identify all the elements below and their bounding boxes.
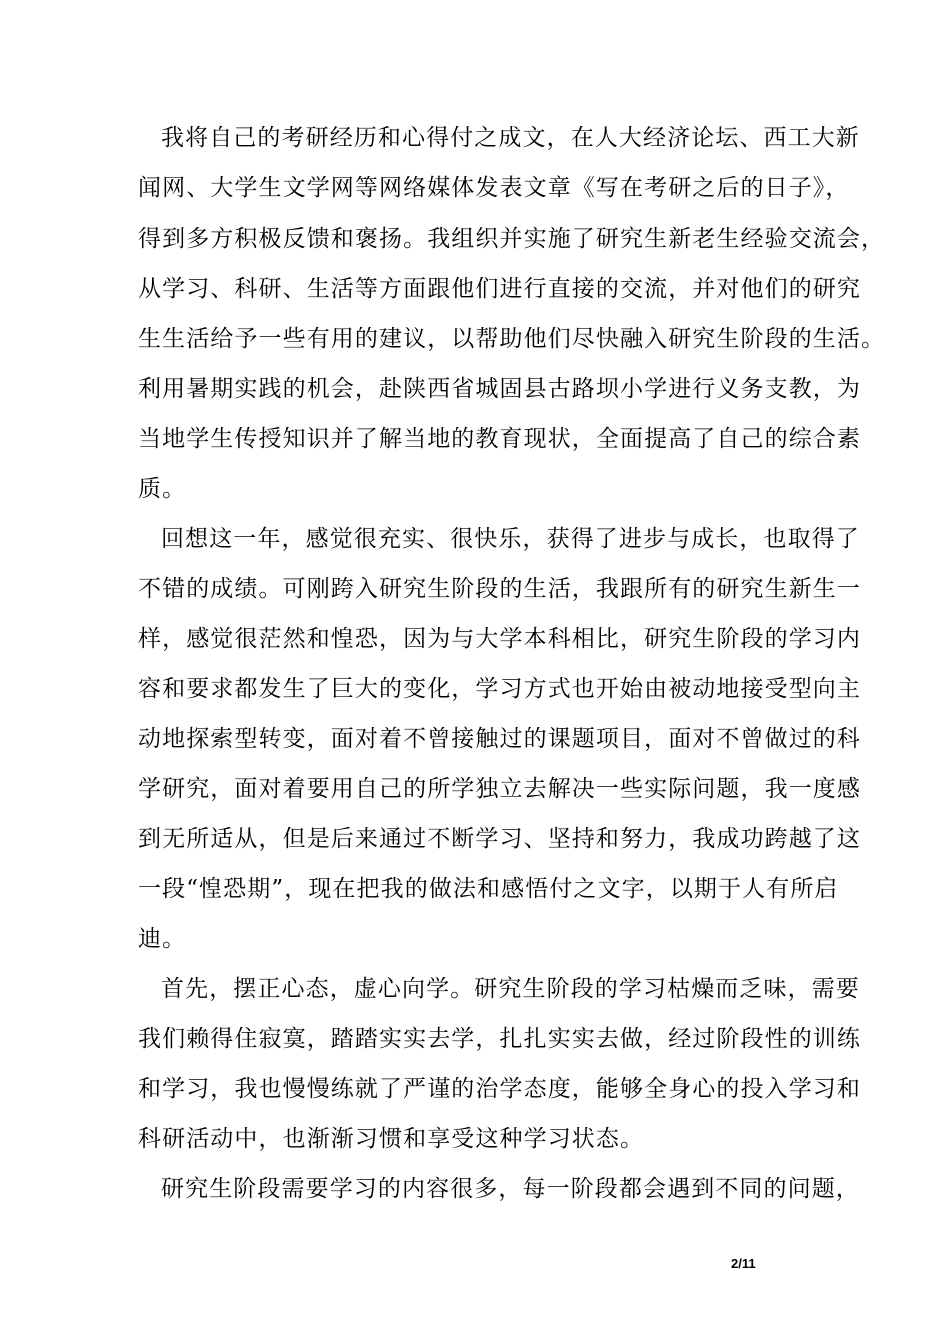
text-line: 得到多方积极反馈和褒扬。我组织并实施了研究生新老生经验交流会， [138, 226, 886, 252]
text-line: 到无所适从，但是后来通过不断学习、坚持和努力，我成功跨越了这 [138, 826, 861, 852]
text-line: 一段“惶恐期”，现在把我的做法和感悟付之文字，以期于人有所启 [138, 876, 839, 902]
text-line: 利用暑期实践的机会，赴陕西省城固县古路坝小学进行义务支教，为 [138, 376, 861, 402]
text-line: 我们赖得住寂寞，踏踏实实去学，扎扎实实去做，经过阶段性的训练 [138, 1026, 861, 1052]
text-line: 学研究，面对着要用自己的所学独立去解决一些实际问题，我一度感 [138, 776, 861, 802]
text-line: 生生活给予一些有用的建议，以帮助他们尽快融入研究生阶段的生活。 [138, 326, 886, 352]
text-line: 从学习、科研、生活等方面跟他们进行直接的交流，并对他们的研究 [138, 276, 861, 302]
text-line: 样，感觉很茫然和惶恐，因为与大学本科相比，研究生阶段的学习内 [138, 626, 861, 652]
text-line: 我将自己的考研经历和心得付之成文，在人大经济论坛、西工大新 [161, 125, 860, 151]
text-line: 研究生阶段需要学习的内容很多，每一阶段都会遇到不同的问题， [161, 1176, 860, 1202]
text-line: 迪。 [138, 926, 187, 952]
text-line: 当地学生传授知识并了解当地的教育现状，全面提高了自己的综合素 [138, 426, 861, 452]
text-line: 动地探索型转变，面对着不曾接触过的课题项目，面对不曾做过的科 [138, 726, 861, 752]
text-line: 闻网、大学生文学网等网络媒体发表文章《写在考研之后的日子》， [138, 175, 850, 201]
text-line: 质。 [138, 476, 187, 502]
page-number: 2/11 [731, 1256, 756, 1271]
text-line: 不错的成绩。可刚跨入研究生阶段的生活，我跟所有的研究生新生一 [138, 576, 861, 602]
text-line: 容和要求都发生了巨大的变化，学习方式也开始由被动地接受型向主 [138, 676, 861, 702]
text-line: 回想这一年，感觉很充实、很快乐，获得了进步与成长，也取得了 [161, 526, 860, 552]
text-line: 和学习，我也慢慢练就了严谨的治学态度，能够全身心的投入学习和 [138, 1076, 861, 1102]
text-line: 科研活动中，也渐渐习惯和享受这种学习状态。 [138, 1126, 645, 1152]
text-line: 首先，摆正心态，虚心向学。研究生阶段的学习枯燥而乏味，需要 [161, 976, 860, 1002]
